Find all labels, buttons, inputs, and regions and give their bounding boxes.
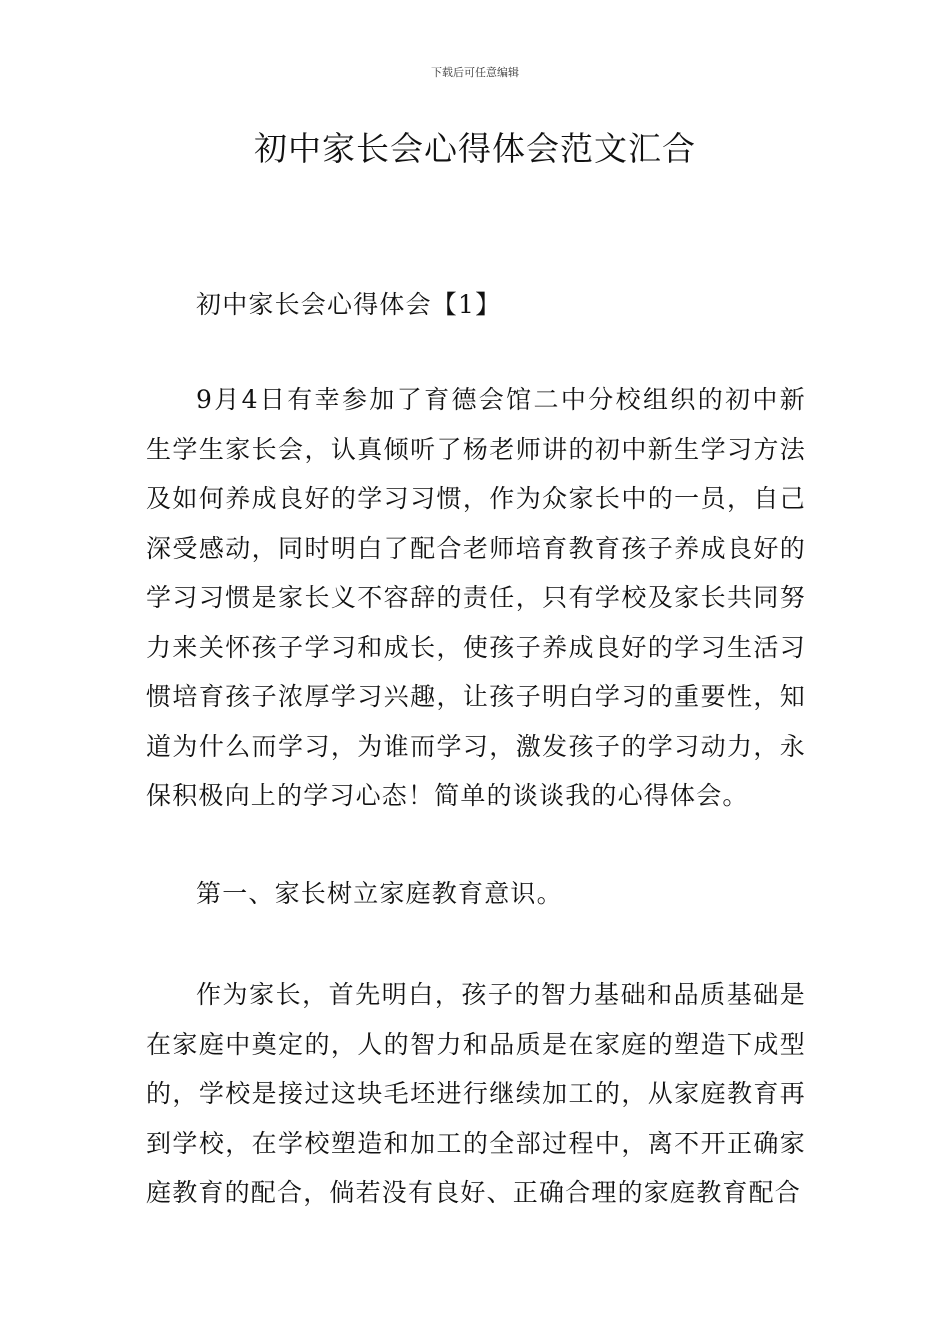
document-title: 初中家长会心得体会范文汇合 — [254, 129, 696, 168]
header-note: 下载后可任意编辑 — [431, 66, 519, 79]
intro-paragraph: 9月4日有幸参加了育德会馆二中分校组织的初中新生学生家长会，认真倾听了杨老师讲的初中新生学习方法及如何养成良好的学习习惯，作为众家长中的一员，自己深受感动，同时明白了配合老师培育教育孩子养成良好的学习习惯是家长义不容辞的责任，只有学校及家长共同努力来关怀孩子学习和成长，使孩子养成良好的学习生活习惯培育孩子浓厚学习兴趣，让孩子明白学习的重要性，知道为什么而学习，为谁而学习，激发孩子的学习动力，永保积极向上的学习心态！简单的谈谈我的心得体会。 — [146, 385, 806, 810]
section-subtitle: 初中家长会心得体会【1】 — [196, 290, 502, 319]
first-point-heading: 第一、家长树立家庭教育意识。 — [196, 879, 563, 908]
first-point-paragraph: 作为家长，首先明白，孩子的智力基础和品质基础是在家庭中奠定的，人的智力和品质是在家庭的塑造下成型的，学校是接过这块毛坯进行继续加工的，从家庭教育再到学校，在学校塑造和加工的全部过程中，离不开正确家庭教育的配合，倘若没有良好、正确合理的家庭教育配合 — [146, 980, 806, 1207]
